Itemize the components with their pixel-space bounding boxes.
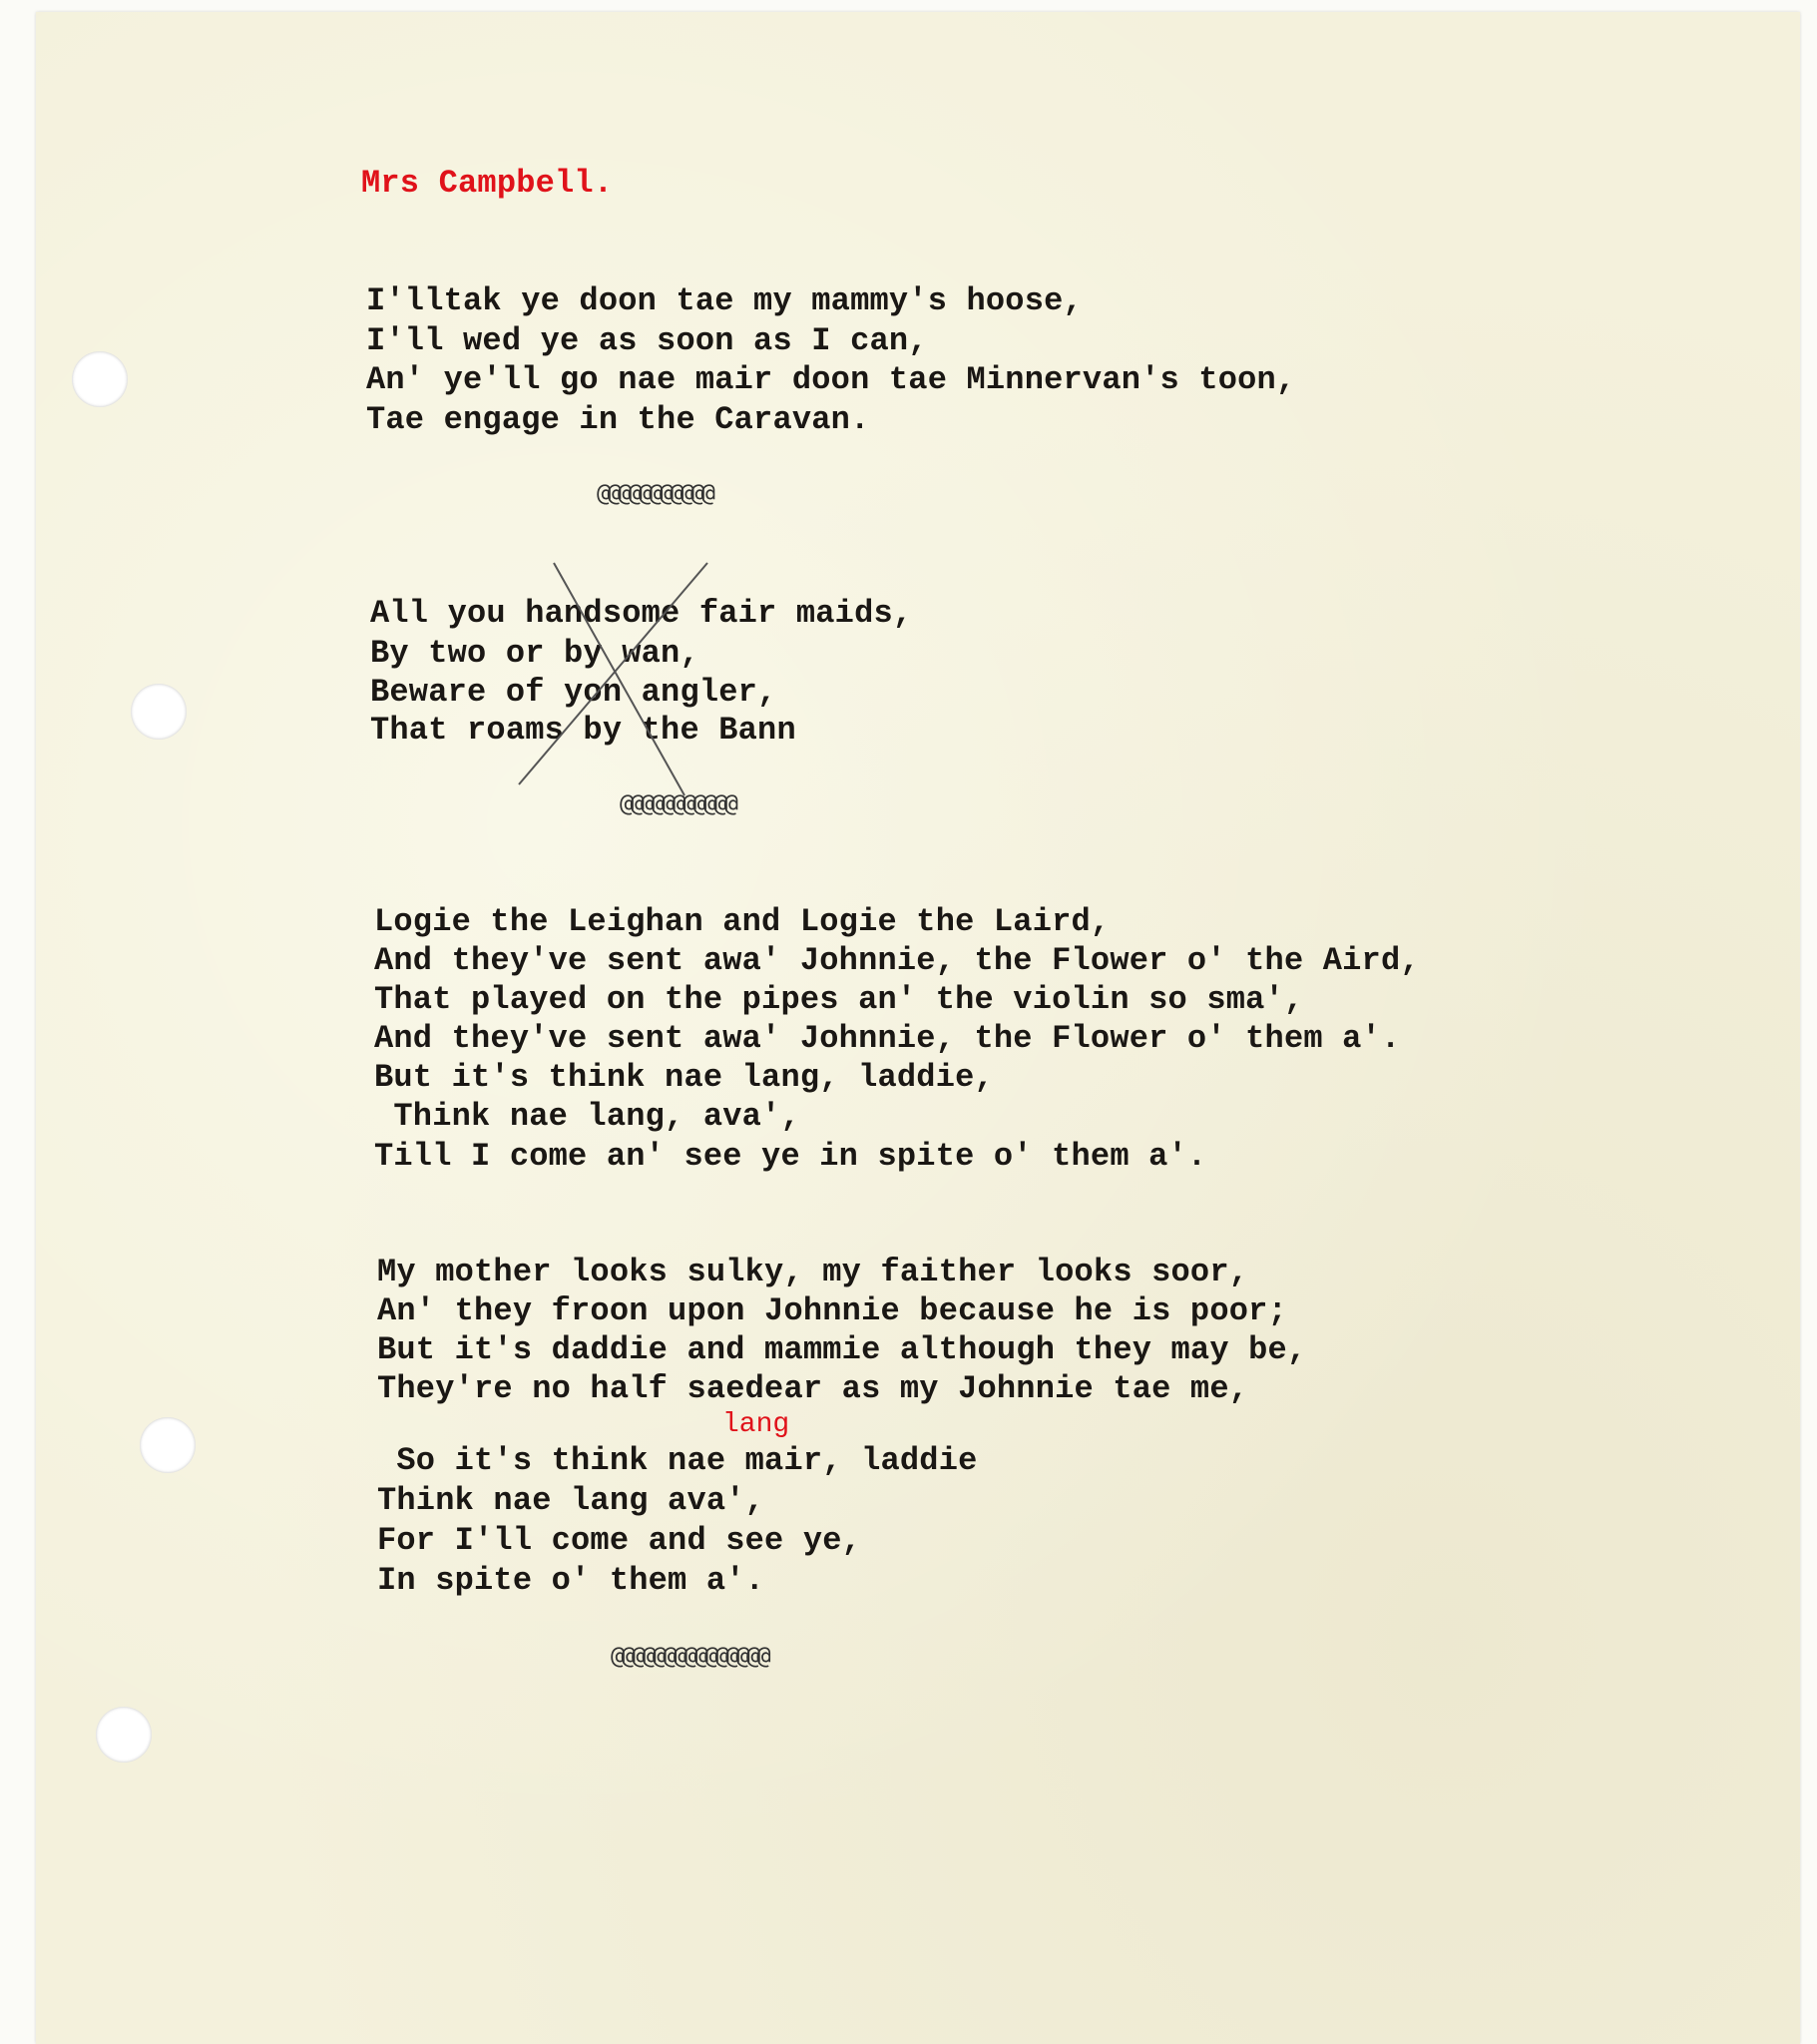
verse-line: I'll wed ye as soon as I can, [366,322,928,359]
verse-line: Logie the Leighan and Logie the Laird, [374,903,1111,940]
verse-line: Till I come an' see ye in spite o' them a'. [374,1138,1207,1175]
red-correction: lang [722,1409,790,1440]
section-divider: @@@@@@@@@@@@@@@ [611,1642,767,1670]
verse-line: Tae engage in the Caravan. [366,401,870,438]
document-title: Mrs Campbell. [361,165,614,202]
verse-line: They're no half saedear as my Johnnie tae me, [377,1370,1249,1407]
verse-line: An' they froon upon Johnnie because he is poor; [377,1292,1287,1329]
verse-line: That played on the pipes an' the violin so sma', [374,981,1304,1018]
verse-line: And they've sent awa' Johnnie, the Flower o' the Aird, [374,942,1420,979]
verse-line: I'lltak ye doon tae my mammy's hoose, [366,282,1083,319]
verse-line: All you handsome fair maids, [370,595,913,632]
verse-line: But it's think nae lang, laddie, [374,1059,994,1096]
verse-line: Beware of yon angler, [370,674,777,711]
section-divider: @@@@@@@@@@@ [597,479,711,507]
verse-line: In spite o' them a'. [377,1562,765,1599]
verse-line: But it's daddie and mammie although they may be, [377,1331,1307,1368]
verse-line: So it's think nae mair, laddie [377,1442,978,1479]
verse-line: An' ye'll go nae mair doon tae Minnervan's toon, [366,361,1296,398]
section-divider: @@@@@@@@@@@ [620,789,734,817]
verse-line: That roams by the Bann [370,712,796,749]
verse-line: Think nae lang, ava', [374,1098,800,1135]
verse-line: Think nae lang ava', [377,1482,765,1519]
verse-line: And they've sent awa' Johnnie, the Flower o' them a'. [374,1020,1401,1057]
verse-line: For I'll come and see ye, [377,1522,862,1559]
verse-line: By two or by wan, [370,635,699,672]
verse-line: My mother looks sulky, my faither looks soor, [377,1254,1249,1290]
